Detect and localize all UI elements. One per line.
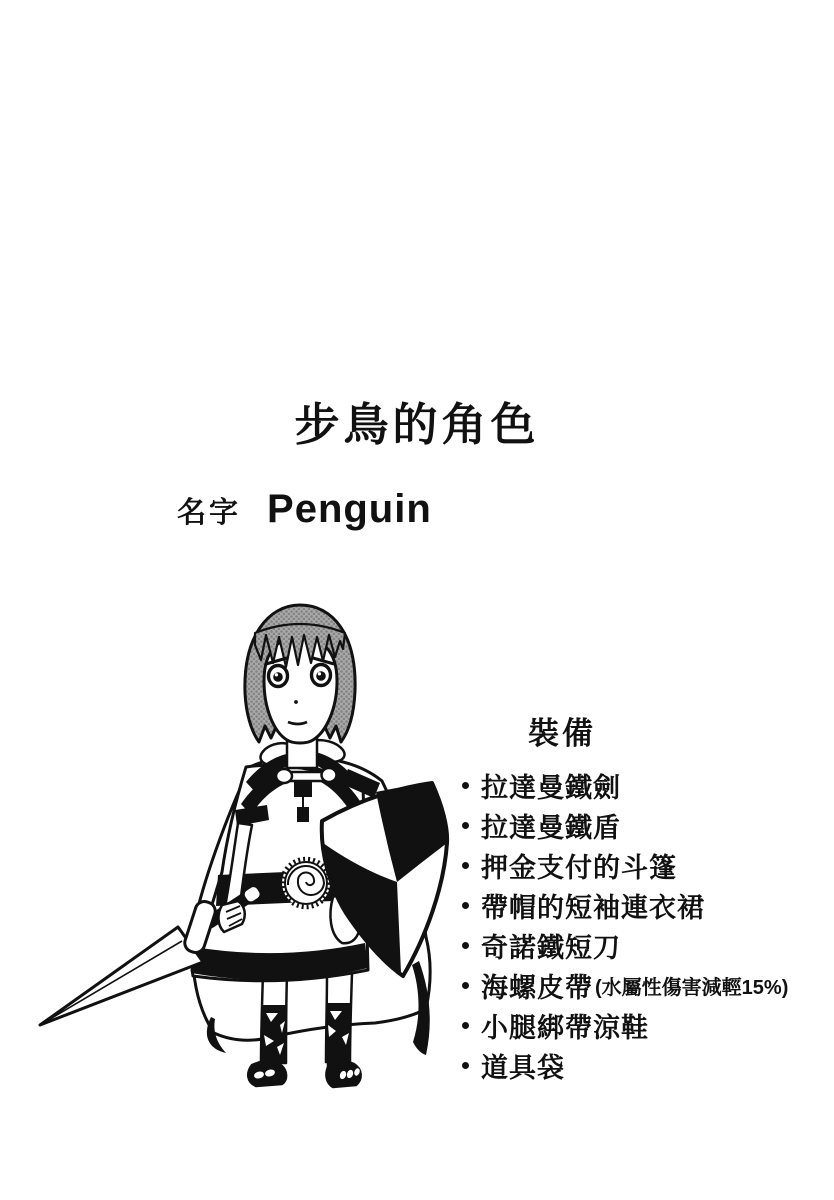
equipment-list xyxy=(462,765,827,1085)
character-name: Penguin xyxy=(267,487,432,531)
seashell-buckle xyxy=(282,859,330,907)
name-label: 名字 xyxy=(177,497,242,529)
equipment-item xyxy=(462,1045,827,1085)
character-illustration xyxy=(30,585,470,1105)
bullet-icon xyxy=(462,902,469,909)
equipment-item xyxy=(462,965,827,1005)
equipment-item xyxy=(462,925,827,965)
page-title: 步鳥的角色 xyxy=(294,399,540,450)
bullet-icon xyxy=(462,822,469,829)
equipment-item xyxy=(462,1005,827,1045)
equipment-item xyxy=(462,805,827,845)
equipment-panel xyxy=(462,708,827,1085)
equipment-item-text: 拉達曼鐵劍 xyxy=(481,772,621,803)
equipment-item-text: 奇諾鐵短刀 xyxy=(481,932,621,963)
equipment-item-note: (水屬性傷害減輕15%) xyxy=(595,976,789,999)
equipment-item xyxy=(462,885,827,925)
equipment-item-text: 拉達曼鐵盾 xyxy=(481,812,621,843)
equipment-item-text: 押金支付的斗篷 xyxy=(481,852,677,883)
equipment-item-text: 道具袋 xyxy=(481,1052,565,1083)
equipment-item-text: 小腿綁帶涼鞋 xyxy=(481,1012,649,1043)
bullet-icon xyxy=(462,1062,469,1069)
name-row xyxy=(177,487,432,532)
equipment-item xyxy=(462,765,827,805)
bullet-icon xyxy=(462,862,469,869)
bullet-icon xyxy=(462,782,469,789)
head xyxy=(245,605,355,768)
bullet-icon xyxy=(462,982,469,989)
sandals xyxy=(248,1061,361,1087)
bullet-icon xyxy=(462,1022,469,1029)
equipment-item xyxy=(462,845,827,885)
equipment-item-text: 海螺皮帶 xyxy=(481,972,593,1003)
equipment-item-text: 帶帽的短袖連衣裙 xyxy=(481,892,705,923)
equipment-heading: 裝備 xyxy=(528,716,596,751)
nose xyxy=(294,700,298,704)
bullet-icon xyxy=(462,942,469,949)
